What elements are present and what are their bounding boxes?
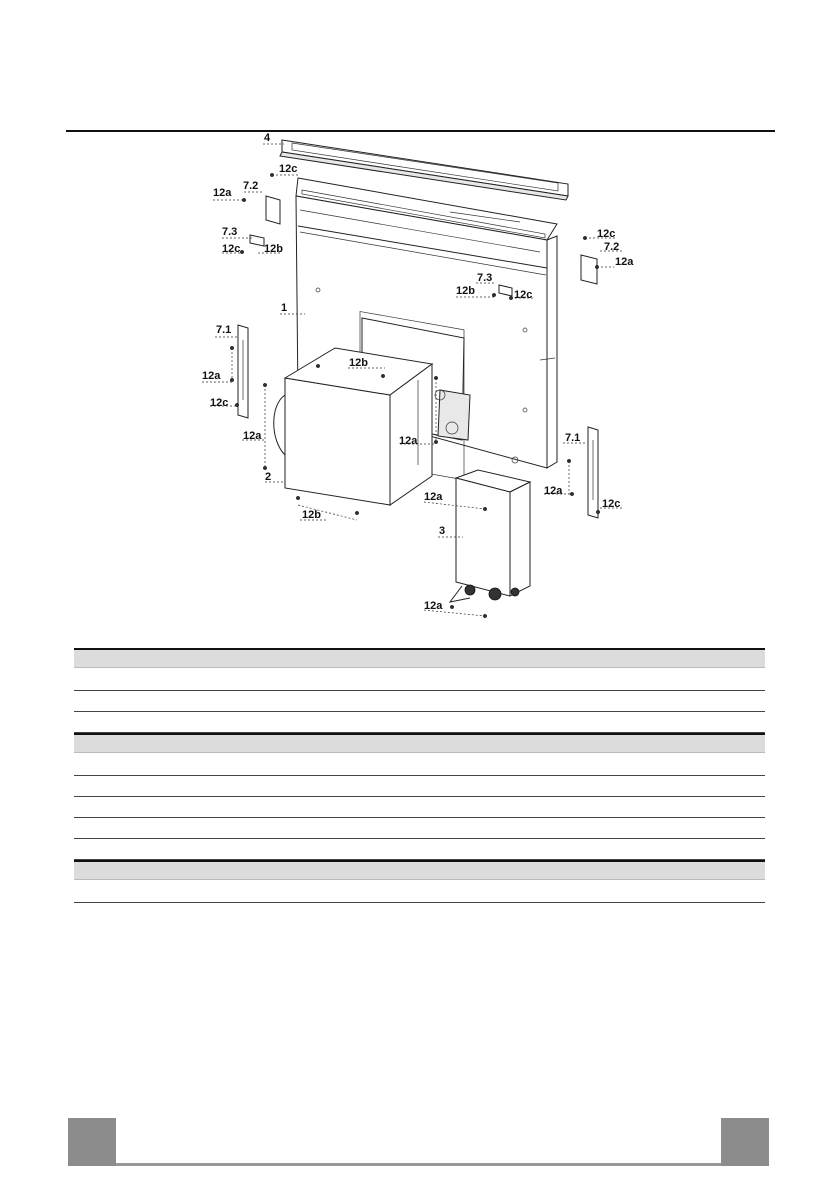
label-12b-fan-top: 12b <box>349 357 368 369</box>
label-12b-fan-bottom: 12b <box>302 509 321 521</box>
label-12c-right-top: 12c <box>597 228 616 240</box>
label-12a-right-top: 12a <box>615 256 634 268</box>
label-7-3-right: 7.3 <box>477 272 493 284</box>
label-12c-left: 12c <box>222 243 241 255</box>
parts-tables <box>74 648 765 903</box>
table-header <box>74 735 765 753</box>
label-12b-right: 12b <box>456 285 475 297</box>
label-12a-box-bottom: 12a <box>424 600 443 612</box>
label-3: 3 <box>439 525 446 537</box>
label-12c-right-low: 12c <box>602 498 621 510</box>
table-row <box>74 818 765 839</box>
label-7-3-left: 7.3 <box>222 226 238 238</box>
table-row <box>74 712 765 733</box>
parts-table-2 <box>74 733 765 860</box>
label-7-2-right: 7.2 <box>604 241 620 253</box>
label-1: 1 <box>281 302 288 314</box>
label-12a-left-mid: 12a <box>202 370 221 382</box>
label-12a-box-top: 12a <box>424 491 443 503</box>
label-12b-left: 12b <box>264 243 283 255</box>
table-row <box>74 691 765 712</box>
label-12c-top: 12c <box>279 163 298 175</box>
label-2: 2 <box>265 471 272 483</box>
table-row <box>74 880 765 903</box>
label-12a-right-low: 12a <box>544 485 563 497</box>
footer-rule <box>116 1163 721 1166</box>
table-header <box>74 862 765 880</box>
table-header <box>74 650 765 668</box>
label-12a-fan-left: 12a <box>243 430 262 442</box>
label-12c-right: 12c <box>514 289 533 301</box>
table-row <box>74 753 765 776</box>
table-row <box>74 668 765 691</box>
label-7-1-right: 7.1 <box>565 432 581 444</box>
footer-page-box-right <box>721 1118 769 1166</box>
bracket-7-2-right <box>581 255 597 284</box>
page-footer <box>68 1118 769 1168</box>
parts-table-1 <box>74 648 765 733</box>
label-12c-left-low: 12c <box>210 397 229 409</box>
bracket-7-1-left <box>238 325 248 418</box>
label-7-1-left: 7.1 <box>216 324 232 336</box>
part-3-electronics-box <box>450 470 530 602</box>
label-4: 4 <box>264 132 271 144</box>
label-12a-fan-right: 12a <box>399 435 418 447</box>
table-row <box>74 839 765 860</box>
part-2-fan-box <box>274 348 432 505</box>
label-7-2-left: 7.2 <box>243 180 259 192</box>
bracket-7-2-left <box>266 196 280 224</box>
parts-table-3 <box>74 860 765 903</box>
label-12a-left-top: 12a <box>213 187 232 199</box>
table-row <box>74 797 765 818</box>
table-row <box>74 776 765 797</box>
footer-page-box-left <box>68 1118 116 1166</box>
bracket-7-1-right <box>588 427 598 518</box>
bracket-7-3-left <box>250 235 264 246</box>
